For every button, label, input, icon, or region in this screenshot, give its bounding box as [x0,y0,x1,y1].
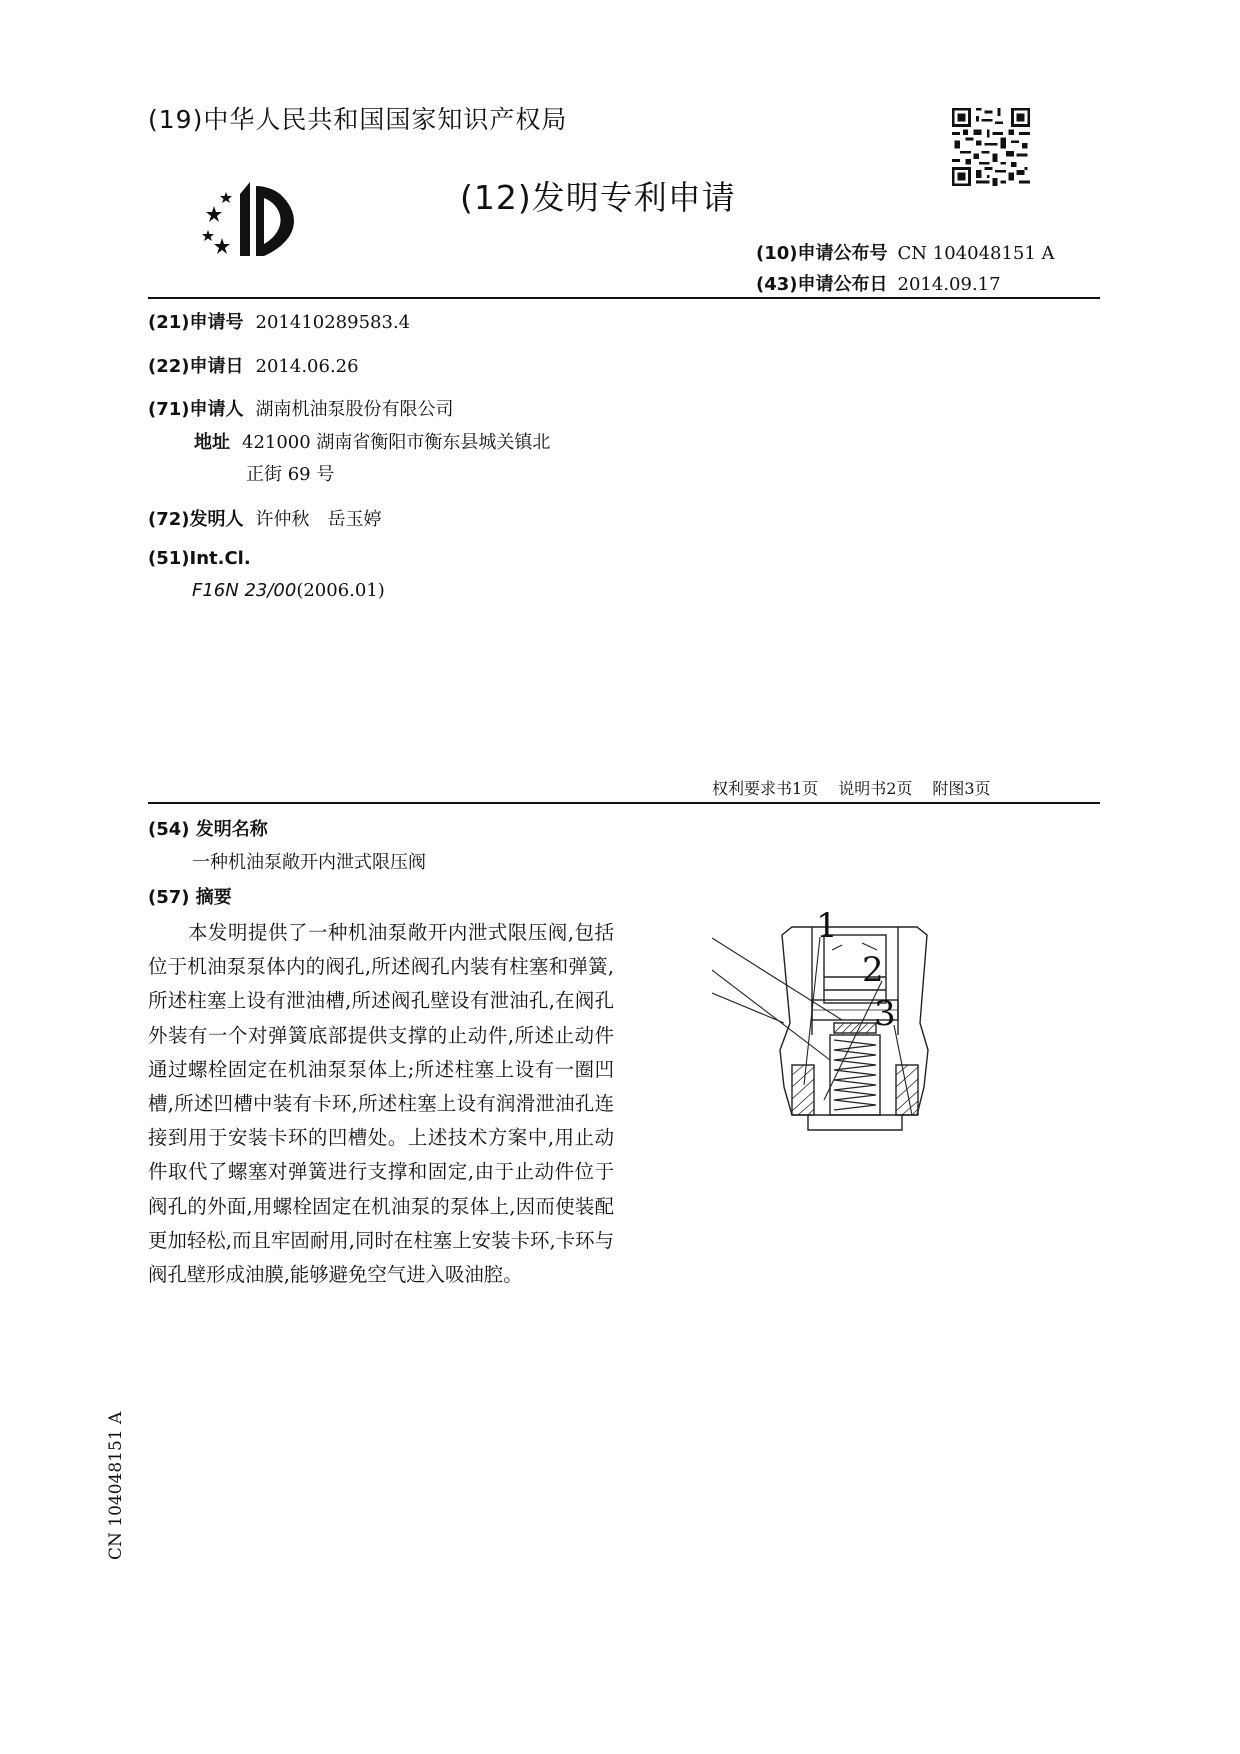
abstract-text: 本发明提供了一种机油泵敞开内泄式限压阀,包括位于机油泵泵体内的阀孔,所述阀孔内装有柱塞和弹簧,所述柱塞上设有泄油槽,所述阀孔壁设有泄油孔,在阀孔外装有一个对弹簧底部提供支撑的止动件,所述止动件通过螺栓固定在机油泵泵体上;所述柱塞上设有一圈凹槽,所述凹槽中装有卡环,所述柱塞上设有润滑泄油孔连接到用于安装卡环的凹槽处。上述技术方案中,用止动件取代了螺塞对弹簧进行支撑和固定,由于止动件位于阀孔的外面,用螺栓固定在机油泵的泵体上,因而使装配更加轻松,而且牢固耐用,同时在柱塞上安装卡环,卡环与阀孔壁形成油膜,能够避免空气进入吸油腔。 [148,921,614,1287]
claims-page-count: 权利要求书1页 [712,779,819,798]
side-publication-number: CN 104048151 A [106,1411,126,1560]
application-number: 201410289583.4 [255,312,411,333]
ipc-version: (2006.01) [296,580,385,601]
address-line-1: 421000 湖南省衡阳市衡东县城关镇北 [242,432,551,453]
valve-drawing [712,895,1012,1225]
description-page-count: 说明书2页 [838,779,913,798]
publication-date-row [756,270,1001,296]
issuing-authority: (19)中华人民共和国国家知识产权局 [148,105,568,134]
bolt-plate [808,1115,902,1130]
callout-2: 2 [862,950,884,990]
invention-title: 一种机油泵敞开内泄式限压阀 [192,852,426,873]
invention-title-label: (54) 发明名称 [148,819,268,840]
cnipa-logo-icon [200,172,320,260]
spring [834,1040,876,1110]
header-divider [148,297,1100,299]
applicant-name: 湖南机油泵股份有限公司 [255,399,454,420]
application-date: 2014.06.26 [255,356,359,377]
page-counts [712,776,1011,799]
address-line-2: 正街 69 号 [246,464,335,485]
publication-number-row [756,239,1055,265]
application-date-label: (22)申请日 [148,356,244,377]
application-number-row [148,308,410,334]
publication-date-label: (43)申请公布日 [756,274,888,295]
ipc-code: F16N 23/00 [192,580,297,601]
abstract-label: (57) 摘要 [148,887,232,908]
address-label: 地址 [194,432,230,453]
callout-1: 1 [816,906,838,946]
publication-date: 2014.09.17 [897,274,1001,295]
publication-number-label: (10)申请公布号 [756,243,888,264]
section-divider [148,802,1100,804]
address-row [194,428,550,454]
application-number-label: (21)申请号 [148,312,244,333]
inventors-names: 许仲秋 岳玉婷 [255,509,382,530]
applicant-row [148,395,454,421]
inventors-row [148,505,382,531]
callout-3: 3 [874,994,896,1034]
drawings-page-count: 附图3页 [932,779,991,798]
ipc-label: (51)Int.Cl. [148,548,251,569]
applicant-label: (71)申请人 [148,399,244,420]
application-date-row [148,352,359,378]
qr-code-icon [952,108,1030,186]
publication-number: CN 104048151 A [897,243,1055,264]
document-type-title: (12)发明专利申请 [460,178,736,217]
ipc-classification [192,580,385,601]
inventors-label: (72)发明人 [148,509,244,530]
